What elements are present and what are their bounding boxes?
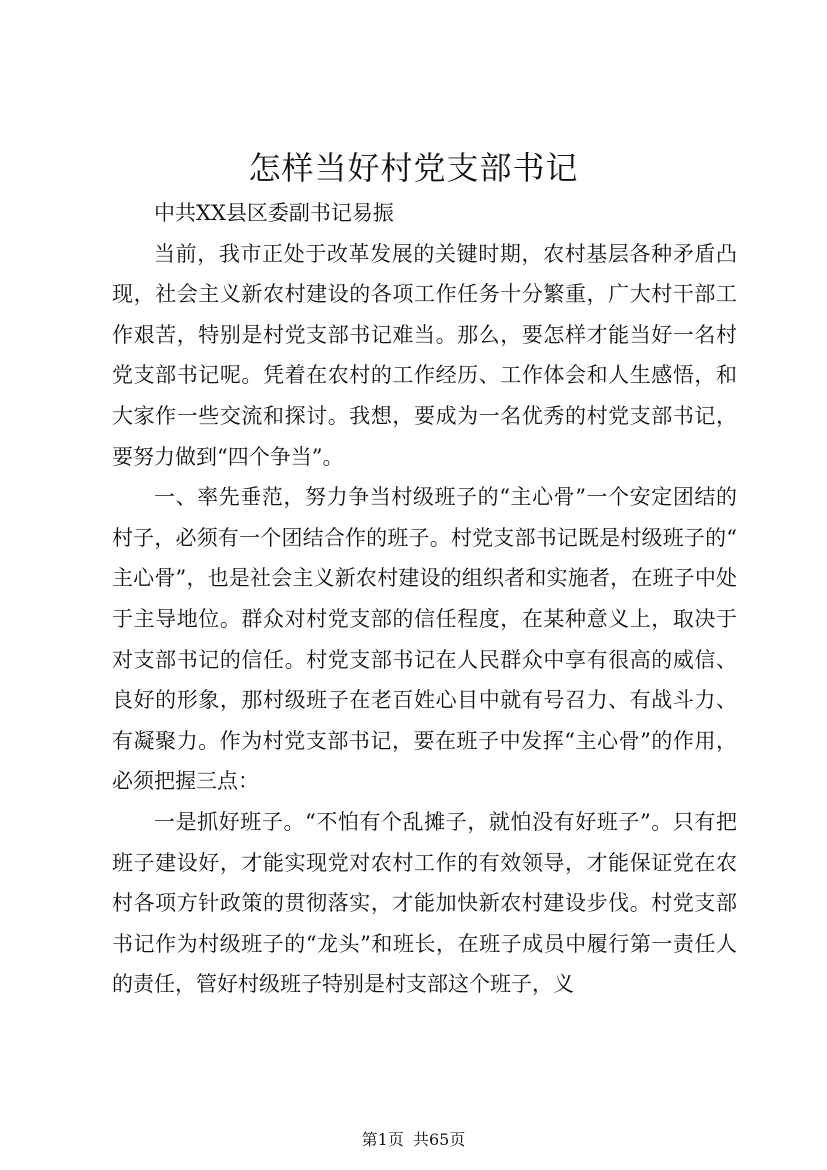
page-total: 共65页 bbox=[412, 1130, 466, 1149]
body-paragraph: 当前，我市正处于改革发展的关键时期，农村基层各种矛盾凸现，社会主义新农村建设的各项工作任务十分繁重，广大村干部工作艰苦，特别是村党支部书记难当。那么，要怎样才能当好一名村党支部书记呢。凭着在农村的工作经历、工作体会和人生感悟，和大家作一些交流和探讨。我想，要成为一名优秀的村党支部书记，要努力做到“四个争当”。 bbox=[112, 241, 737, 469]
body-paragraph: 一是抓好班子。“不怕有个乱摊子，就怕没有好班子”。只有把班子建设好，才能实现党对农村工作的有效领导，才能保证党在农村各项方针政策的贯彻落实，才能加快新农村建设步伐。村党支部书记作为村级班子的“龙头”和班长，在班子成员中履行第一责任人的责任，管好村级班子特别是村支部这个班子，义 bbox=[112, 809, 737, 997]
page-number: 第1页 bbox=[361, 1130, 404, 1149]
author-line: 中共XX县区委副书记易振 bbox=[154, 201, 394, 225]
page-footer bbox=[0, 1128, 827, 1152]
document-title: 怎样当好村党支部书记 bbox=[248, 149, 579, 187]
body-paragraph: 一、率先垂范，努力争当村级班子的“主心骨”一个安定团结的村子，必须有一个团结合作的班子。村党支部书记既是村级班子的“主心骨”，也是社会主义新农村建设的组织者和实施者，在班子中处于主导地位。群众对村党支部的信任程度，在某种意义上，取决于对支部书记的信任。村党支部书记在人民群众中享有很高的威信、良好的形象，那村级班子在老百姓心目中就有号召力、有战斗力、有凝聚力。作为村党支部书记，要在班子中发挥“主心骨”的作用，必须把握三点： bbox=[112, 485, 737, 794]
document-body bbox=[112, 193, 737, 1005]
